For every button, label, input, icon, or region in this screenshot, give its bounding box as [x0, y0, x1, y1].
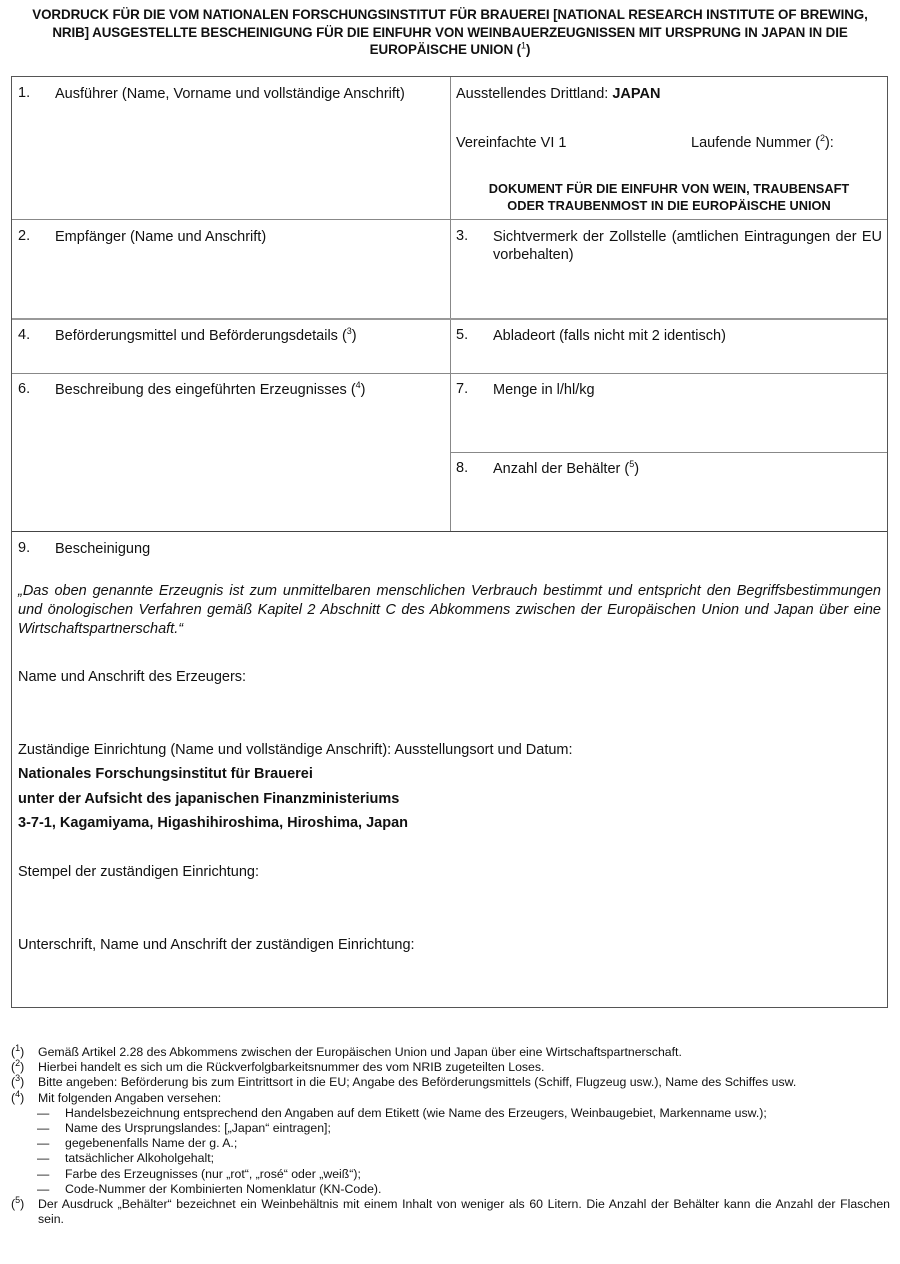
- box-8-container-count[interactable]: [451, 453, 887, 531]
- footnote-4-item: [11, 1121, 890, 1136]
- item-text: Code-Nummer der Kombinierten Nomenklatur (KN-Code).: [65, 1181, 382, 1196]
- box-number: 3.: [456, 228, 469, 244]
- authority-name: Nationales Forschungsinstitut für Brauerei: [18, 766, 313, 782]
- doc-title-line: ODER TRAUBENMOST IN DIE EUROPÄISCHE UNION: [507, 198, 831, 213]
- header-right: [451, 77, 887, 219]
- footnote-4-item: [11, 1167, 890, 1182]
- producer-label[interactable]: Name und Anschrift des Erzeugers:: [18, 669, 247, 685]
- footnote-mark: ($^3$): [11, 1073, 25, 1090]
- dash-bullet-icon: —: [37, 1181, 50, 1196]
- footnote-text: Bitte angeben: Beförderung bis zum Eintrittsort in die EU; Angabe des Beförderungsmittels (Schiff, Flugzeug usw.), Name des Schiffes usw.: [38, 1075, 797, 1090]
- footnote-mark: ($^5$): [11, 1194, 25, 1212]
- dash-bullet-icon: —: [37, 1136, 50, 1151]
- item-text: tatsächlicher Alkoholgehalt;: [65, 1151, 215, 1166]
- box-label: Empfänger (Name und Anschrift): [55, 229, 267, 245]
- footnote-4: [11, 1088, 890, 1106]
- serial-number-field[interactable]: [691, 134, 834, 152]
- footnote-ref: 2: [819, 133, 825, 144]
- document-title: VORDRUCK FÜR DIE VOM NATIONALEN FORSCHUNGSINSTITUT FÜR BRAUEREI [NATIONAL RESEARCH INSTITUTE OF BREWING, NRIB] AUSGESTELLTE BESCHEINIGUNG FÜR DIE EINFUHR VON WEINBAUERZEUGNISSEN MIT URSPRUNG IN JAPAN IN DIE EUROPÄISCHE UNION ($^1$): [32, 7, 868, 57]
- dash-bullet-icon: —: [37, 1105, 50, 1120]
- box-6-product-description[interactable]: [12, 374, 450, 531]
- box-9-certification: [12, 532, 887, 1007]
- issuing-country-value: JAPAN: [612, 86, 661, 102]
- footnote-ref: 5: [629, 459, 635, 470]
- box-label: [55, 327, 444, 345]
- box-number: 4.: [18, 327, 31, 343]
- box-number: 2.: [18, 228, 31, 244]
- title-text: VORDRUCK FÜR DIE VOM NATIONALEN FORSCHUNGSINSTITUT FÜR BRAUEREI [NATIONAL RESEARCH INSTITUTE OF BREWING, NRIB] AUSGESTELLTE BESCHEINIGUNG FÜR DIE EINFUHR VON WEINBAUERZEUGNISSEN MIT URSPRUNG IN JAPAN IN DIE EUROPÄISCHE UNION: [32, 7, 868, 57]
- box-label: Abladeort (falls nicht mit 2 identisch): [493, 328, 726, 344]
- certificate-form: [11, 76, 888, 1008]
- footnote-mark: ($^4$): [11, 1088, 25, 1105]
- footnote-text: Gemäß Artikel 2.28 des Abkommens zwischen der Europäischen Union und Japan über eine Wirtschaftspartnerschaft.: [38, 1045, 682, 1059]
- dash-bullet-icon: —: [37, 1151, 50, 1166]
- dash-bullet-icon: —: [37, 1121, 50, 1136]
- document-type-title: [451, 180, 887, 214]
- box-label: Ausführer (Name, Vorname und vollständige Anschrift): [55, 86, 405, 102]
- box-number: 9.: [18, 540, 31, 556]
- box-number: 6.: [18, 381, 31, 397]
- dash-bullet-icon: —: [37, 1166, 50, 1181]
- footnote-text: Hierbei handelt es sich um die Rückverfolgbarkeitsnummer des vom NRIB zugeteilten Loses.: [38, 1060, 545, 1075]
- serial-label: Laufende Nummer (: [691, 135, 820, 151]
- footnote-3: [11, 1075, 890, 1090]
- issuing-country-label: Ausstellendes Drittland:: [456, 86, 609, 102]
- item-text: gegebenenfalls Name der g. A.;: [65, 1136, 238, 1151]
- box-number: 8.: [456, 460, 469, 476]
- footnote-4-item: [11, 1136, 890, 1151]
- footnote-mark: ($^1$): [11, 1042, 25, 1059]
- label-text: Beförderungsmittel und Beförderungsdetails (: [55, 328, 347, 344]
- box-1-exporter[interactable]: [12, 77, 450, 219]
- box-number: 1.: [18, 85, 31, 101]
- box-number: 7.: [456, 381, 469, 397]
- item-text: Farbe des Erzeugnisses (nur „rot“, „rosé“ oder „weiß“);: [65, 1166, 361, 1181]
- issuing-country: [456, 85, 660, 103]
- certification-statement: „Das oben genannte Erzeugnis ist zum unmittelbaren menschlichen Verbrauch bestimmt und entspricht den Begriffsbestimmungen und önologischen Verfahren gemäß Kapitel 2 Abschnitt C des Abkommens zwischen der Europäischen Union und Japan über eine Wirtschaftspartnerschaft.“: [18, 583, 881, 637]
- label-end: ): [360, 382, 366, 398]
- footnote-1: [11, 1042, 890, 1060]
- label-text: Beschreibung des eingeführten Erzeugnisses (: [55, 382, 356, 398]
- authority-label: Zuständige Einrichtung (Name und vollständige Anschrift): Ausstellungsort und Datum:: [18, 742, 573, 758]
- stamp-label[interactable]: Stempel der zuständigen Einrichtung:: [18, 864, 260, 880]
- box-label: [493, 460, 881, 478]
- footnote-text: Der Ausdruck „Behälter“ bezeichnet ein Weinbehältnis mit einem Inhalt von weniger als 60 Litern. Die Anzahl der Behälter kann die Anzahl der Flaschen sein.: [38, 1197, 890, 1227]
- authority-supervision: unter der Aufsicht des japanischen Finanzministeriums: [18, 791, 400, 807]
- footnote-text: Mit folgenden Angaben versehen:: [38, 1090, 222, 1105]
- footnote-4-item: [11, 1106, 890, 1121]
- footnote-mark: ($^2$): [11, 1058, 25, 1075]
- footnote-4-item: [11, 1182, 890, 1197]
- simplified-label: Vereinfachte VI 1: [456, 135, 567, 151]
- item-text: Name des Ursprungslandes: [„Japan“ eintragen];: [65, 1121, 331, 1136]
- signature-label[interactable]: Unterschrift, Name und Anschrift der zuständigen Einrichtung:: [18, 937, 415, 953]
- footnote-4-item: [11, 1151, 890, 1166]
- footnote-ref: 4: [355, 380, 361, 391]
- box-5-unloading-place[interactable]: [451, 320, 887, 373]
- footnote-5: [11, 1194, 890, 1227]
- label-end: ): [351, 328, 357, 344]
- box-label: Menge in l/hl/kg: [493, 382, 595, 398]
- box-number: 5.: [456, 327, 469, 343]
- footnote-2: [11, 1060, 890, 1075]
- box-3-customs-endorsement: [451, 220, 887, 318]
- item-text: Handelsbezeichnung entsprechend den Angaben auf dem Etikett (wie Name des Erzeugers, Weinbaugebiet, Markenname usw.);: [65, 1105, 767, 1120]
- serial-label-end: ):: [824, 135, 834, 151]
- box-4-transport[interactable]: [12, 320, 450, 373]
- box-label: Sichtvermerk der Zollstelle (amtlichen Eintragungen der EU vorbehalten): [493, 229, 882, 263]
- footnotes: [11, 1042, 890, 1227]
- box-label: [55, 381, 444, 399]
- footnote-ref: 3: [346, 326, 352, 337]
- box-label: Bescheinigung: [55, 541, 151, 557]
- footnote-ref: 1: [521, 40, 526, 51]
- label-end: ): [634, 461, 640, 477]
- doc-title-line: DOKUMENT FÜR DIE EINFUHR VON WEIN, TRAUBENSAFT: [488, 181, 850, 196]
- box-2-consignee[interactable]: [12, 220, 450, 318]
- authority-address: 3-7-1, Kagamiyama, Higashihiroshima, Hiroshima, Japan: [18, 815, 409, 831]
- label-text: Anzahl der Behälter (: [493, 461, 630, 477]
- box-7-quantity[interactable]: [451, 374, 887, 452]
